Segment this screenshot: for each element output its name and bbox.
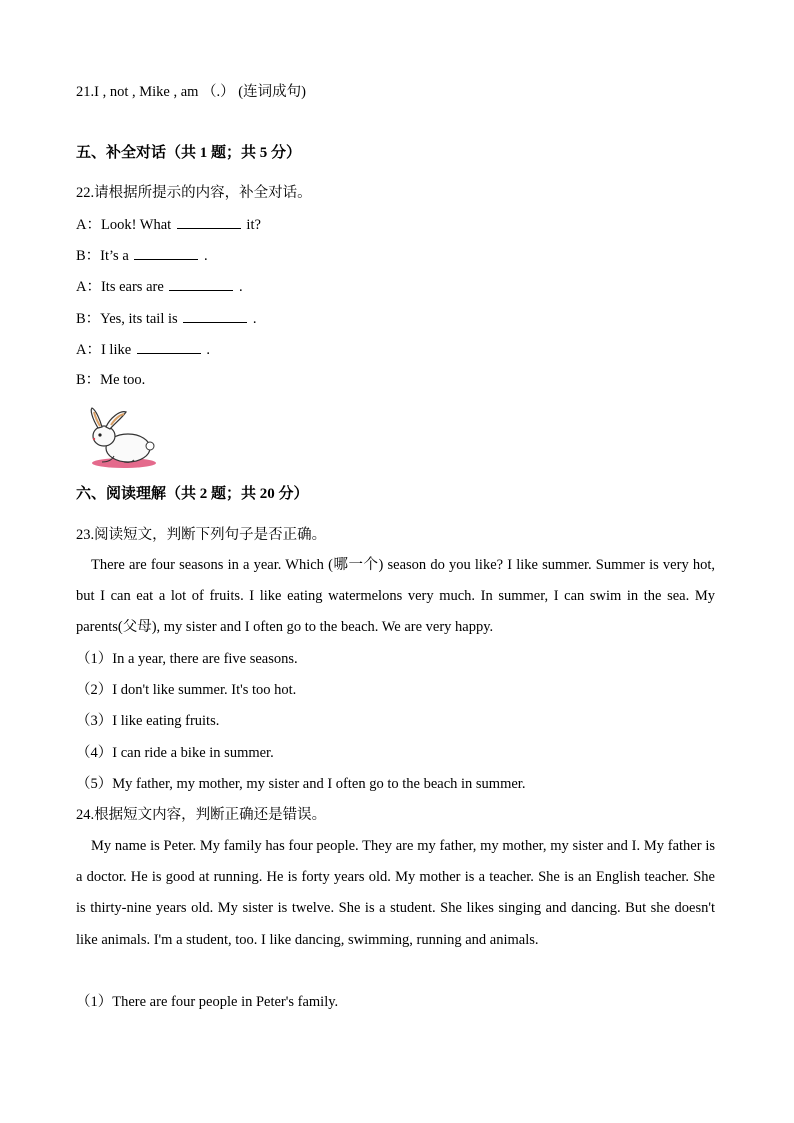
dialogue-text: it? (242, 217, 261, 233)
question-24-prompt: 24.根据短文内容，判断正确还是错误。 (76, 807, 327, 823)
dialogue-text: . (249, 311, 257, 327)
dialogue-text: A：I like (76, 342, 135, 358)
answer-blank[interactable] (169, 276, 233, 291)
dialogue-line (76, 308, 257, 329)
answer-blank[interactable] (137, 339, 201, 354)
rabbit-illustration (84, 406, 160, 470)
section-6-heading: 六、阅读理解（共 2 题；共 20 分） (76, 486, 309, 502)
statement-item: （1）In a year, there are five seasons. (76, 651, 298, 667)
statement-item: （3）I like eating fruits. (76, 713, 220, 729)
question-24-passage: My name is Peter. My family has four people. They are my father, my mother, my sister and I. My father is a doctor. He is good at running. He is forty years old. My mother is a teacher. She is an English teacher. She is thirty-nine years old. My sister is twelve. She is a student. She likes singing and dancing. But she doesn't like animals. I'm a student, too. I like dancing, swimming, running and animals. (76, 838, 715, 948)
section-5-heading: 五、补全对话（共 1 题；共 5 分） (76, 145, 302, 161)
statement-item: （4）I can ride a bike in summer. (76, 745, 274, 761)
dialogue-text: . (202, 342, 211, 358)
statement-item: （2）I don't like summer. It's too hot. (76, 682, 297, 698)
answer-blank[interactable] (183, 308, 247, 323)
dialogue-text: B：Yes, its tail is (76, 311, 182, 327)
dialogue-line (76, 276, 243, 297)
question-23-passage: There are four seasons in a year. Which (哪一个) season do you like? I like summer. Summer is very hot, but I can eat a lot of fruits. I like eating watermelons very much. In summer, I can swim in the sea. My parents(父母), my sister and I often go to the beach. We are very happy. (76, 557, 715, 636)
dialogue-text: B：Me too. (76, 372, 146, 388)
question-21: 21.I , not , Mike , am （.） (连词成句) (76, 84, 306, 100)
statement-item: （5）My father, my mother, my sister and I often go to the beach in summer. (76, 776, 526, 792)
question-23-prompt: 23.阅读短文，判断下列句子是否正确。 (76, 527, 327, 543)
answer-blank[interactable] (177, 214, 241, 229)
dialogue-line (76, 339, 210, 360)
question-22-prompt: 22.请根据所提示的内容，补全对话。 (76, 185, 312, 201)
dialogue-line (76, 245, 208, 266)
answer-blank[interactable] (134, 245, 198, 260)
dialogue-text: A：Look! What (76, 217, 175, 233)
dialogue-text: . (235, 279, 243, 295)
dialogue-line (76, 370, 145, 390)
dialogue-text: . (200, 248, 208, 264)
dialogue-line (76, 214, 261, 235)
dialogue-text: B：It’s a (76, 248, 133, 264)
dialogue-text: A：Its ears are (76, 279, 168, 295)
statement-item: （1）There are four people in Peter's family. (76, 994, 339, 1010)
